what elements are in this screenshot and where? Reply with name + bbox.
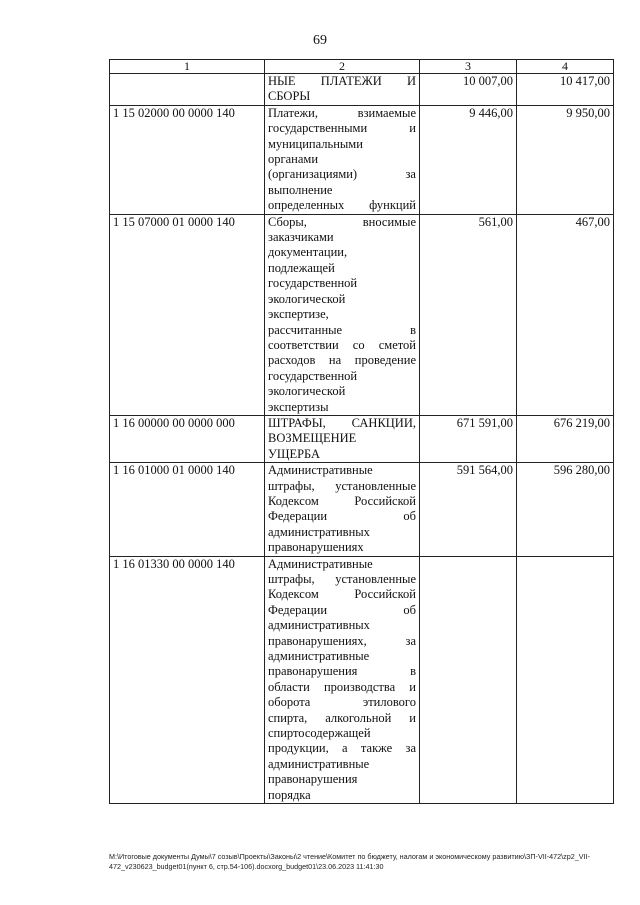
table-row <box>110 415 614 462</box>
income-name-line: Федерации об <box>268 509 416 524</box>
income-name-line: экспертизы <box>268 399 329 414</box>
income-name-line: соответствии со сметой <box>268 337 416 352</box>
income-name-line: определенных функций <box>268 198 416 213</box>
amount-col-4-cell: 676 219,00 <box>517 415 614 462</box>
income-name-line: НЫЕ ПЛАТЕЖИ И <box>268 74 416 88</box>
income-name-line: правонарушения в <box>268 664 416 679</box>
income-name-line: выполнение <box>268 182 333 197</box>
file-path-footer <box>109 852 619 872</box>
income-name-line: экологической <box>268 384 346 399</box>
income-name-line: ШТРАФЫ, САНКЦИИ, <box>268 415 416 430</box>
footer-line: 472_v230623_budget01(пункт 6, стр.54-106).docxorg_budget01\23.06.2023 11:41:30 <box>109 862 384 871</box>
table-row <box>110 463 614 556</box>
page-number: 69 <box>313 33 327 48</box>
budget-code-cell: 1 16 00000 00 0000 000 <box>110 415 265 462</box>
table-row <box>110 556 614 804</box>
income-name-line: оборота этилового <box>268 695 416 710</box>
income-name-line: штрафы, установленные <box>268 478 416 493</box>
income-name-line: Кодексом Российской <box>268 587 416 602</box>
income-name-line: Сборы, вносимые <box>268 214 416 229</box>
amount-col-4-cell: 467,00 <box>517 214 614 415</box>
income-name-line: муниципальными <box>268 136 363 151</box>
budget-code-cell: 1 15 02000 00 0000 140 <box>110 105 265 214</box>
income-name-line: УЩЕРБА <box>268 446 321 461</box>
income-name-line: органами <box>268 152 319 167</box>
income-name-line: административные <box>268 649 370 664</box>
header-col-4: 4 <box>517 60 614 74</box>
budget-table <box>109 59 614 804</box>
income-name-cell <box>265 105 420 214</box>
income-name-cell <box>265 556 420 804</box>
income-name-line: заказчиками <box>268 230 334 245</box>
income-name-line: продукции, а также за <box>268 741 416 756</box>
income-name-line: Платежи, взимаемые <box>268 105 416 120</box>
amount-col-4-cell <box>517 556 614 804</box>
header-col-2: 2 <box>265 60 420 74</box>
income-name-cell <box>265 463 420 556</box>
income-name-line: экспертизе, <box>268 307 329 322</box>
income-name-line: подлежащей <box>268 260 335 275</box>
budget-code-cell <box>110 74 265 106</box>
amount-col-4-cell: 9 950,00 <box>517 105 614 214</box>
income-name-line: правонарушениях <box>268 540 364 555</box>
income-name-cell <box>265 214 420 415</box>
income-name-line: спирта, алкогольной и <box>268 710 416 725</box>
income-name-line: штрафы, установленные <box>268 572 416 586</box>
header-col-1: 1 <box>110 60 265 74</box>
header-col-3: 3 <box>420 60 517 74</box>
amount-col-3-cell <box>420 556 517 804</box>
income-name-cell <box>265 74 420 106</box>
table-row <box>110 214 614 415</box>
budget-code-cell: 1 16 01330 00 0000 140 <box>110 556 265 804</box>
income-name-line: административные <box>268 756 370 771</box>
amount-col-3-cell: 671 591,00 <box>420 415 517 462</box>
budget-code-cell: 1 15 07000 01 0000 140 <box>110 214 265 415</box>
income-name-line: СБОРЫ <box>268 89 311 104</box>
income-name-line: ВОЗМЕЩЕНИЕ <box>268 431 357 446</box>
amount-col-3-cell: 561,00 <box>420 214 517 415</box>
income-name-line: государственными и <box>268 121 416 136</box>
income-name-line: (организациями) за <box>268 167 416 182</box>
amount-col-4-cell: 596 280,00 <box>517 463 614 556</box>
income-name-line: расходов на проведение <box>268 353 416 368</box>
income-name-line: Административные <box>268 463 373 478</box>
table-row <box>110 74 614 106</box>
income-name-line: области производства и <box>268 679 416 694</box>
income-name-line: Федерации об <box>268 602 416 617</box>
income-name-cell <box>265 415 420 462</box>
income-name-line: Административные <box>268 556 373 571</box>
amount-col-3-cell: 10 007,00 <box>420 74 517 106</box>
income-name-line: административных <box>268 618 370 633</box>
table-row <box>110 105 614 214</box>
income-name-line: рассчитанные в <box>268 322 416 337</box>
income-name-line: государственной <box>268 276 358 291</box>
footer-line: М:\Итоговые документы Думы\7 созыв\Проекты\Законы\2 чтение\Комитет по бюджету, налогам и экономическому развитию\ЗП-VII-472\zp2_VII- <box>109 852 590 861</box>
amount-col-4-cell: 10 417,00 <box>517 74 614 106</box>
income-name-line: правонарушения <box>268 772 358 787</box>
amount-col-3-cell: 591 564,00 <box>420 463 517 556</box>
amount-col-3-cell: 9 446,00 <box>420 105 517 214</box>
income-name-line: порядка <box>268 787 311 802</box>
income-name-line: правонарушениях, за <box>268 633 416 648</box>
income-name-line: спиртосодержащей <box>268 726 371 741</box>
income-name-line: государственной <box>268 368 358 383</box>
income-name-line: административных <box>268 524 370 539</box>
income-name-line: Кодексом Российской <box>268 493 416 508</box>
income-name-line: экологической <box>268 291 346 306</box>
budget-code-cell: 1 16 01000 01 0000 140 <box>110 463 265 556</box>
table-header-row <box>110 60 614 74</box>
income-name-line: документации, <box>268 245 348 260</box>
